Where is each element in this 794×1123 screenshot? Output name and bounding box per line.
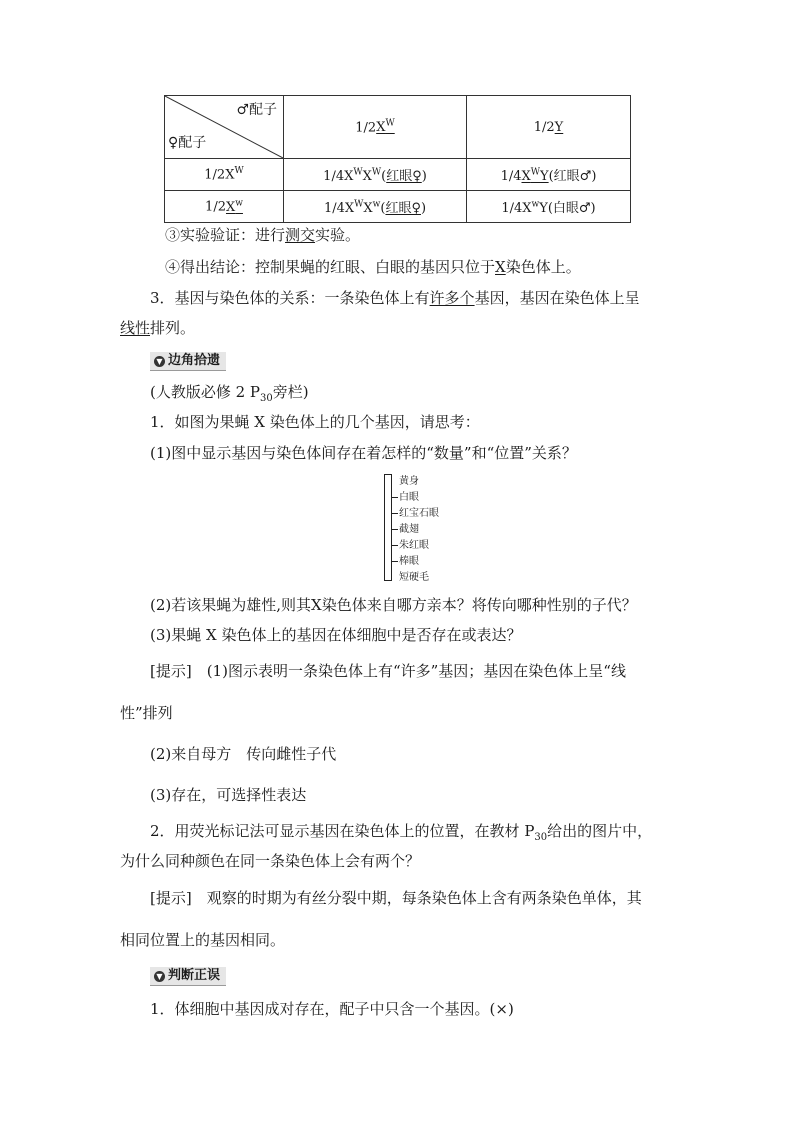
chromosome-bar (384, 474, 392, 581)
question-1-2: (2)若该果蝇为雄性,则其X染色体来自哪方亲本？将传向哪种性别的子代？ (150, 596, 637, 614)
gene-tick (392, 561, 398, 562)
question-1-3: (3)果蝇 X 染色体上的基因在体细胞中是否存在或表达？ (150, 626, 522, 644)
row-label-xw-lower: $1/2X^w$ (165, 191, 284, 223)
gene-label: 棒眼 (399, 556, 419, 567)
hint-2-line-b: 相同位置上的基因相同。 (120, 931, 286, 949)
section-badge-bianjiao: ▼ 边角拾遗 (150, 352, 226, 371)
col-header-y: 1/2Y (467, 96, 631, 159)
source-line: (人教版必修 2 $P_{30}$旁栏) (150, 383, 309, 404)
gene-tick (392, 513, 398, 514)
gene-tick (392, 497, 398, 498)
table-diagonal-header (165, 96, 284, 159)
gene-tick (392, 545, 398, 546)
hint-2-line-a: [提示] 观察的时期为有丝分裂中期，每条染色体上含有两条染色单体，其 (150, 889, 642, 907)
question-2-line-a: 2．用荧光标记法可显示基因在染色体上的位置，在教材 $P_{30}$给出的图片中， (150, 822, 653, 843)
gene-label: 朱红眼 (399, 540, 429, 551)
cross-table (164, 95, 631, 223)
female-gamete-header: ♀配子 (168, 135, 207, 151)
hint-1-line-a: [提示] (1)图示表明一条染色体上有“许多”基因；基因在染色体上呈“线 (150, 662, 626, 680)
gene-label: 截翅 (399, 524, 419, 535)
question-1: 1．如图为果蝇 X 染色体上的几个基因，请思考： (150, 413, 480, 431)
step4-line: ④得出结论：控制果蝇的红眼、白眼的基因只位于X染色体上。 (165, 258, 581, 276)
question-1-1: (1)图中显示基因与染色体间存在着怎样的“数量”和“位置”关系？ (150, 444, 577, 462)
row-label-xw: $1/2X^W$ (165, 159, 284, 191)
hint-1-line-b: 性”排列 (120, 704, 173, 722)
cell-male-red: $1/4X^WY$(红眼♂) (467, 159, 631, 191)
section-badge-panduan: ▼ 判断正误 (150, 967, 226, 986)
hint-1-3: (3)存在，可选择性表达 (150, 786, 307, 804)
gene-label: 红宝石眼 (399, 508, 439, 519)
judge-1: 1．体细胞中基因成对存在，配子中只含一个基因。(×) (150, 1000, 514, 1018)
chevron-down-icon: ▼ (154, 971, 165, 982)
hint-1-2: (2)来自母方 传向雌性子代 (150, 745, 337, 763)
gene-label: 短硬毛 (399, 572, 429, 583)
cell-female-red: $1/4X^WX^W$(红眼♀) (284, 159, 467, 191)
question-2-line-b: 为什么同种颜色在同一条染色体上会有两个？ (120, 852, 421, 870)
step3-line: ③实验验证：进行测交实验。 (165, 226, 361, 244)
paragraph-3-cont: 线性排列。 (120, 319, 196, 337)
chevron-down-icon: ▼ (154, 356, 165, 367)
gene-label: 白眼 (399, 492, 419, 503)
col-header-xw: $1/2X^W$ (284, 96, 467, 159)
cell-male-white: $1/4X^wY$(白眼♂) (467, 191, 631, 223)
paragraph-3: 3．基因与染色体的关系：一条染色体上有许多个基因，基因在染色体上呈 (150, 289, 640, 307)
cell-female-red-2: $1/4X^WX^w$(红眼♀) (284, 191, 467, 223)
male-gamete-header: ♂配子 (236, 102, 277, 118)
gene-tick (392, 529, 398, 530)
gene-label: 黄身 (399, 476, 419, 487)
